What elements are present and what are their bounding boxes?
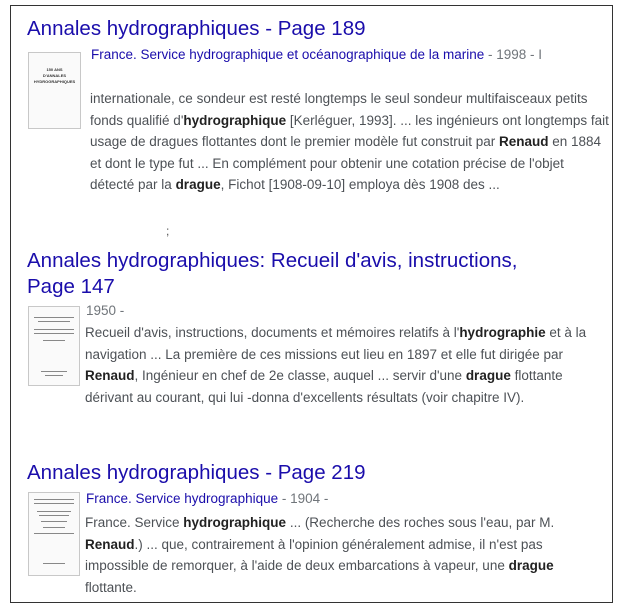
result-3-title-link[interactable]: Annales hydrographiques - Page 219: [27, 461, 366, 484]
result-2-title-link[interactable]: Annales hydrographiques: Recueil d'avis, instructions, Page 147: [27, 249, 518, 298]
result-2-snippet: [85, 322, 605, 408]
result-1-year: 1998 - I: [496, 47, 543, 62]
book-thumbnail-1[interactable]: [28, 52, 81, 129]
thumb-line: [43, 563, 65, 564]
result-2-year: 1950 -: [86, 303, 125, 318]
snippet-keyword: Renaud: [499, 134, 549, 149]
result-1-separator: -: [484, 47, 497, 62]
snippet-keyword: Renaud: [85, 536, 135, 552]
thumb-line: [43, 340, 65, 341]
snippet-text: France. Service: [85, 515, 184, 530]
result-1-title-link[interactable]: Annales hydrographiques - Page 189: [27, 17, 366, 40]
thumb-line: [34, 503, 74, 504]
snippet-text: Recueil d'avis, instructions, documents et mémoires relatifs à l': [85, 325, 460, 340]
thumb-line: [34, 499, 74, 500]
snippet-keyword: hydrographique: [183, 112, 287, 128]
thumb-line: HYDROGRAPHIQUES: [33, 79, 76, 84]
result-3: [27, 460, 587, 486]
snippet-keyword: drague: [508, 558, 554, 573]
snippet-text: internationale, ce sondeur est resté longtemps le seul sondeur multifaisceaux petits fonds qualifié d': [90, 91, 588, 128]
thumb-line: [34, 317, 74, 318]
thumb-line: D'ANNALES: [42, 73, 67, 78]
snippet-keyword: drague: [175, 177, 221, 192]
result-1-author-link[interactable]: France. Service hydrographique et océanographique de la marine: [91, 47, 485, 62]
thumb-line: [43, 527, 65, 528]
snippet-text: [Kerléguer, 1993]. ... les ingénieurs ont longtemps fait usage de dragues flottantes dont le premier modèle fut construit par: [90, 112, 609, 149]
result-1-snippet: [90, 88, 610, 196]
snippet-text: flottante dérivant au courant, qui lui -donna d'excellents résultats (voir chapitre IV).: [85, 368, 563, 405]
thumb-line: [37, 511, 71, 512]
thumb-line: [38, 321, 70, 322]
book-thumbnail-2[interactable]: [28, 306, 80, 386]
thumb-line: [39, 515, 69, 516]
book-thumbnail-3[interactable]: [28, 492, 80, 576]
snippet-text: .) ... que, contrairement à l'opinion généralement admise, il n'est pas impossible de remorquer, à l'aide de deux embarcations à vapeur, une: [85, 536, 543, 573]
snippet-text: en 1884 et dont le type fut ... En complément pour obtenir une cotation précise de l'objet détecté par la: [90, 134, 602, 192]
result-3-separator: -: [278, 491, 291, 506]
snippet-text: flottante.: [85, 579, 137, 595]
snippet-keyword: drague: [465, 368, 511, 383]
result-1: [27, 16, 587, 42]
thumb-line: 150 ANS: [46, 67, 63, 72]
search-results-frame: [10, 5, 613, 603]
result-1-meta: [91, 47, 553, 62]
snippet-keyword: hydrographie: [459, 325, 546, 340]
result-2: [27, 248, 527, 300]
snippet-text: , Ingénieur en chef de 2e classe, auquel ... servir d'une: [134, 368, 466, 383]
thumb-line: [41, 521, 67, 522]
thumb-line: [34, 329, 74, 330]
result-3-year: 1904 -: [290, 491, 329, 506]
result-2-meta: [86, 303, 124, 318]
result-3-snippet: [85, 512, 605, 598]
snippet-text: et à la navigation ... La première de ces missions eut lieu en 1897 et elle fut dirigée par: [85, 325, 587, 362]
snippet-text: , Fichot [1908-09-10] employa dès 1908 des ...: [220, 177, 500, 192]
result-3-author-link[interactable]: France. Service hydrographique: [86, 491, 279, 506]
snippet-keyword: hydrographique: [183, 515, 287, 530]
thumb-line: [34, 333, 74, 334]
snippet-keyword: Renaud: [85, 368, 135, 383]
thumb-line: [41, 371, 67, 372]
thumb-line: [45, 375, 63, 376]
snippet-text: ... (Recherche des roches sous l'eau, par M.: [286, 515, 555, 530]
result-3-meta: [86, 491, 328, 506]
stray-mark: ;: [166, 224, 170, 238]
thumb-line: [34, 533, 74, 534]
